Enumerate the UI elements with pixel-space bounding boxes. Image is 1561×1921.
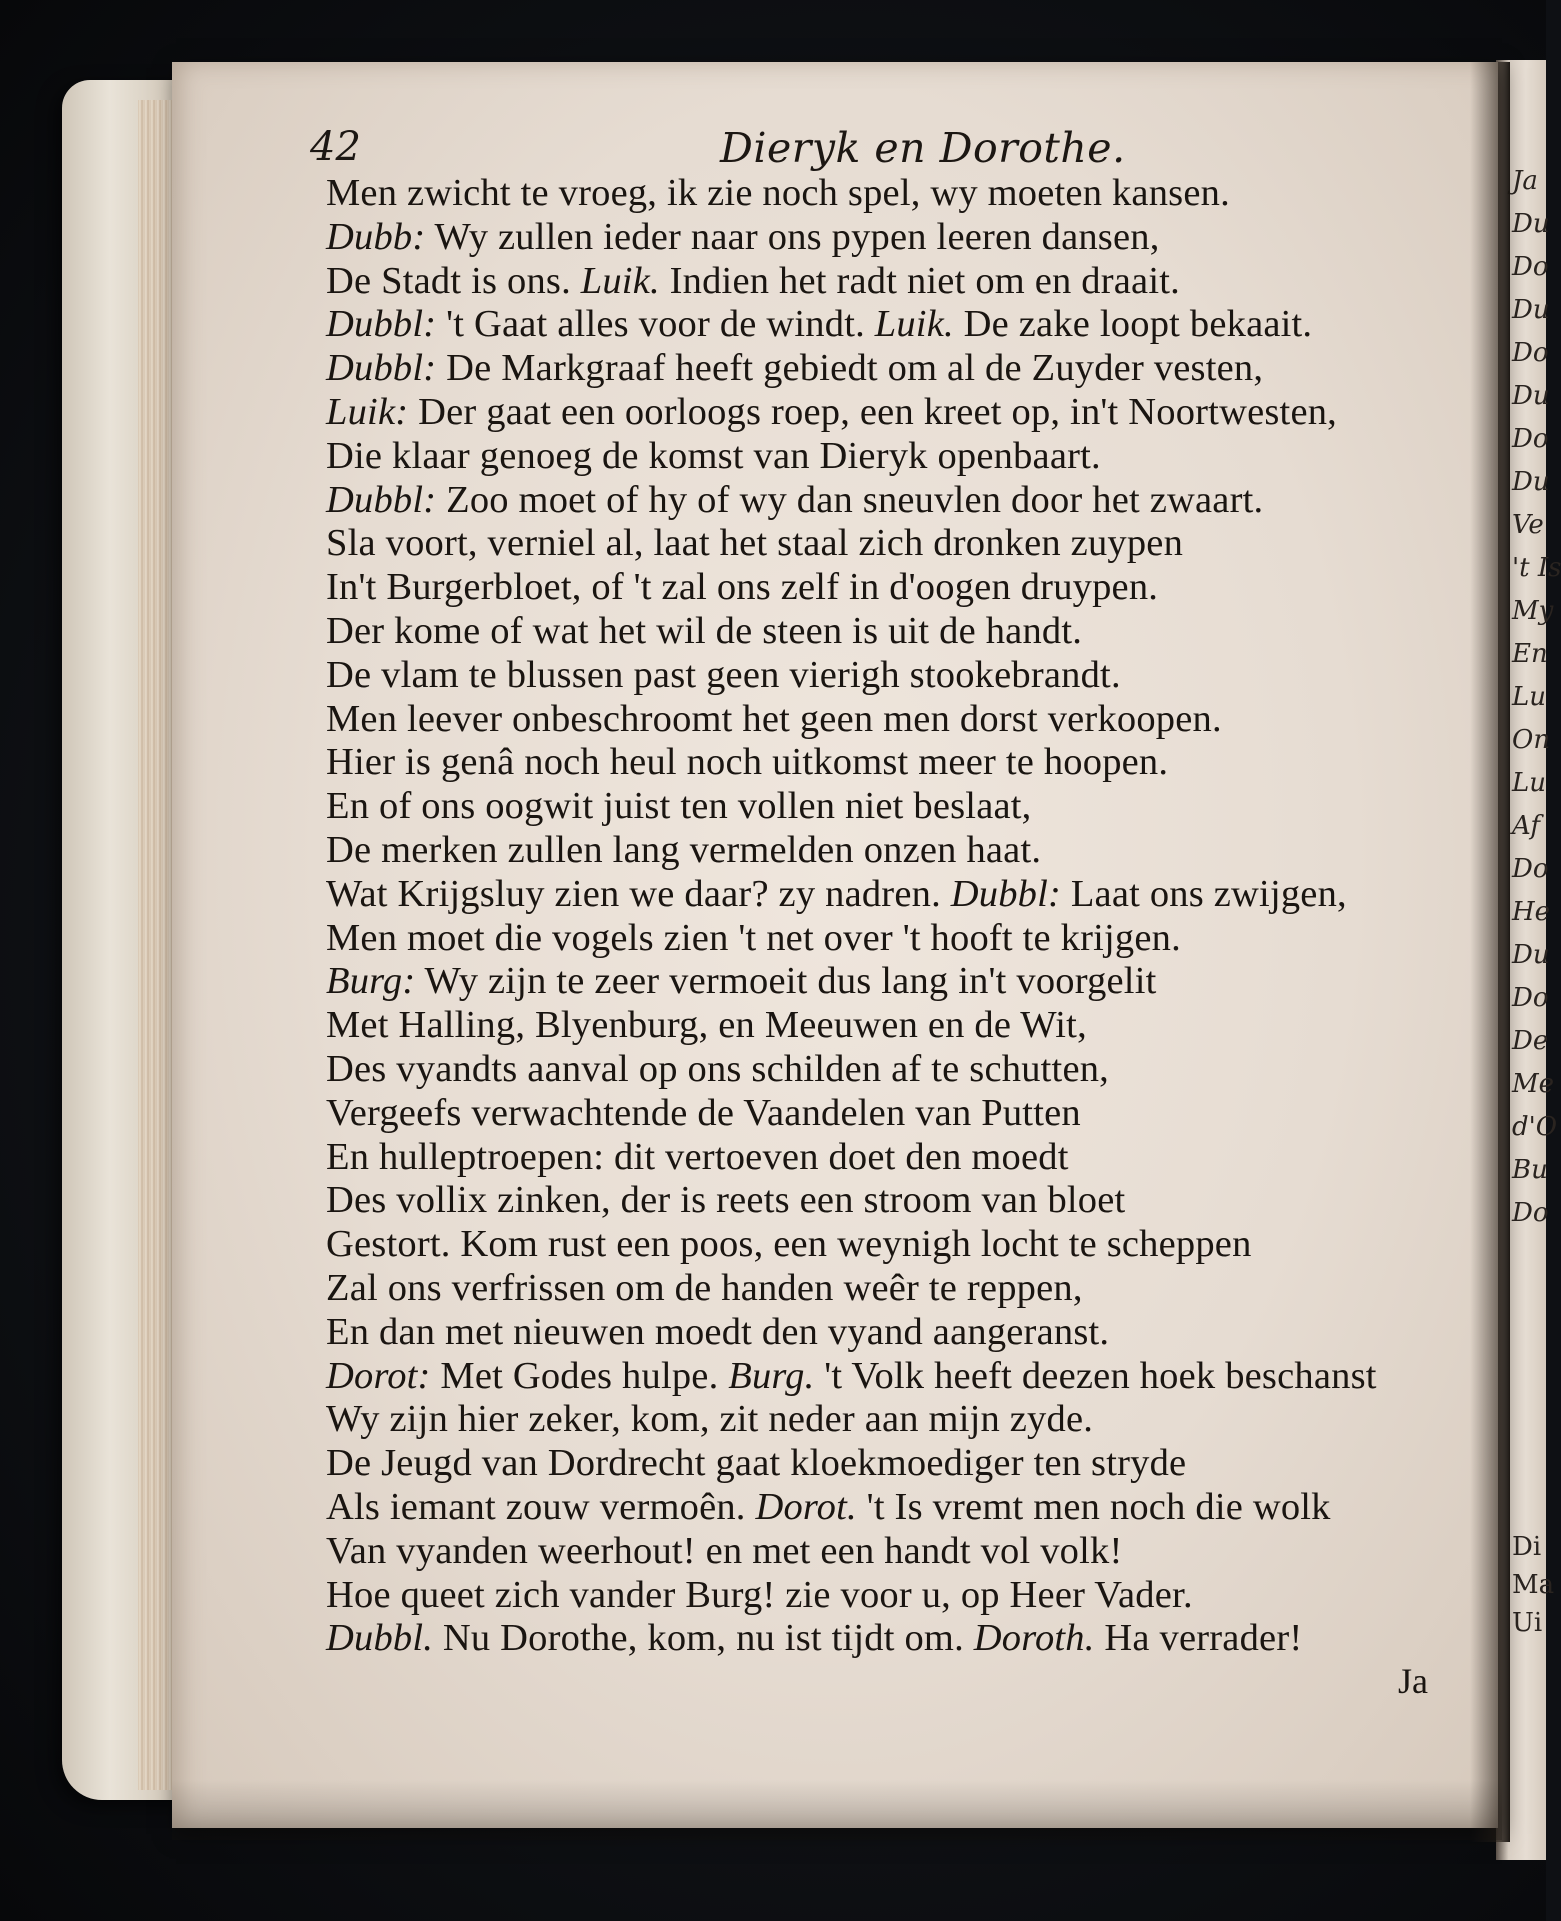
speaker-label: Dubb: [326, 215, 426, 258]
verse-line [326, 1136, 1456, 1180]
facing-line-fragment: Du [1512, 295, 1550, 325]
facing-line-fragment: Do [1512, 1198, 1549, 1228]
facing-line-fragment: 't Is [1512, 553, 1561, 583]
verse-text-segment: 't Volk heeft deezen hoek beschanst [814, 1354, 1377, 1397]
verse-line [326, 522, 1456, 566]
verse-text-segment: Men moet die vogels zien 't net over 't hooft te krijgen. [326, 916, 1181, 959]
facing-page-text [1512, 160, 1561, 1235]
verse-text-segment: Des vollix zinken, der is reets een stroom van bloet [326, 1179, 1126, 1222]
speaker-label: Dorot. [755, 1485, 857, 1528]
facing-line-fragment: De [1512, 1026, 1549, 1056]
verse-text-segment: Vergeefs verwachtende de Vaandelen van Putten [326, 1091, 1081, 1134]
verse-line [326, 1004, 1456, 1048]
verse-text-segment: De zake loopt bekaait. [953, 303, 1313, 346]
verse-line [326, 1398, 1456, 1442]
verse-text-segment: En hulleptroepen: dit vertoeven doet den moedt [326, 1135, 1069, 1178]
speaker-label: Dubbl: [326, 478, 437, 521]
verse-line [326, 391, 1456, 435]
verse-line [326, 566, 1456, 610]
verse-text-segment: Wy zijn hier zeker, kom, zit neder aan mijn zyde. [326, 1398, 1094, 1441]
facing-line-fragment: He [1512, 897, 1551, 927]
verse-text-segment: In't Burgerbloet, of 't zal ons zelf in d'oogen druypen. [326, 566, 1159, 609]
verse-text-segment: En of ons oogwit juist ten vollen niet beslaat, [326, 785, 1032, 828]
verse-text-segment: Der gaat een oorloogs roep, een kreet op, in't Noortwesten, [408, 390, 1338, 433]
verse-text-segment: 't Is vremt men noch die wolk [856, 1485, 1331, 1528]
gutter-shadow [1470, 62, 1510, 1842]
verse-line [326, 1530, 1456, 1574]
facing-line-fragment: Do [1512, 854, 1549, 884]
verse-text-segment: De vlam te blussen past geen vierigh stookebrandt. [326, 653, 1121, 696]
verse-text-segment: De Stadt is ons. [326, 259, 581, 302]
verse-line [326, 1223, 1456, 1267]
verse-line [326, 1355, 1456, 1399]
verse-text-segment: Ha verrader! [1094, 1617, 1303, 1660]
facing-line-fragment: Ma [1512, 1570, 1555, 1600]
verse-line [326, 917, 1456, 961]
verse-text-segment: Zal ons verfrissen om de handen weêr te reppen, [326, 1266, 1083, 1309]
speaker-label: Luik. [874, 303, 954, 346]
verse-line [326, 1486, 1456, 1530]
verse-line [326, 479, 1456, 523]
verse-text-segment: Gestort. Kom rust een poos, een weynigh locht te scheppen [326, 1223, 1252, 1266]
facing-line-fragment: Do [1512, 983, 1549, 1013]
facing-line-fragment: d'O [1512, 1112, 1558, 1142]
verse-text-segment: De merken zullen lang vermelden onzen haat. [326, 828, 1042, 871]
verse-text-segment: Nu Dorothe, kom, nu ist tijdt om. [433, 1617, 974, 1660]
running-head [310, 124, 1410, 174]
verse-line [326, 960, 1456, 1004]
facing-line-fragment: Ui [1512, 1608, 1543, 1638]
verse-text-segment: Der kome of wat het wil de steen is uit de handt. [326, 609, 1083, 652]
verse-line [326, 260, 1456, 304]
speaker-label: Dorot: [326, 1354, 431, 1397]
facing-line-fragment: Lu [1512, 768, 1547, 798]
verse-line [326, 1617, 1456, 1661]
verse-text-segment: De Jeugd van Dordrecht gaat kloekmoediger ten stryde [326, 1442, 1187, 1485]
verse-line [326, 1574, 1456, 1618]
verse-text-segment: Als iemant zouw vermoên. [326, 1485, 756, 1528]
speaker-label: Dubbl. [326, 1617, 434, 1660]
speaker-label: Burg: [326, 960, 416, 1003]
verse-text-segment: Wy zullen ieder naar ons pypen leeren dansen, [425, 215, 1160, 258]
speaker-label: Burg. [728, 1354, 815, 1397]
facing-line-fragment: Af [1512, 811, 1540, 841]
facing-line-fragment: Do [1512, 424, 1549, 454]
verse-text-segment: Wy zijn te zeer vermoeit dus lang in't voorgelit [415, 960, 1157, 1003]
facing-line-fragment: Me [1512, 1069, 1555, 1099]
verse-line [326, 1048, 1456, 1092]
verse-line [326, 347, 1456, 391]
verse-line [326, 216, 1456, 260]
verse-line [326, 698, 1456, 742]
verse-text-segment: De Markgraaf heeft gebiedt om al de Zuyder vesten, [436, 347, 1264, 390]
verse-text-segment: Men leever onbeschroomt het geen men dorst verkoopen. [326, 697, 1222, 740]
verse-line [326, 785, 1456, 829]
verse-text [326, 172, 1456, 1661]
facing-line-fragment: Do [1512, 252, 1549, 282]
verse-line [326, 654, 1456, 698]
verse-text-segment: Hier is genâ noch heul noch uitkomst meer te hoopen. [326, 741, 1169, 784]
speaker-label: Dubbl: [326, 347, 437, 390]
verse-text-segment: Sla voort, verniel al, laat het staal zich dronken zuypen [326, 522, 1184, 565]
verse-text-segment: Hoe queet zich vander Burg! zie voor u, op Heer Vader. [326, 1573, 1193, 1616]
facing-line-fragment: Bu [1512, 1155, 1548, 1185]
facing-line-fragment: En [1512, 639, 1548, 669]
verse-text-segment: En dan met nieuwen moedt den vyand aangeranst. [326, 1310, 1110, 1353]
catchword: Ja [1398, 1661, 1428, 1701]
verse-line [326, 303, 1456, 347]
facing-line-fragment: Ja [1512, 166, 1538, 196]
verse-text-segment: Van vyanden weerhout! en met een handt vol volk! [326, 1529, 1123, 1572]
verse-text-segment: Laat ons zwijgen, [1061, 872, 1347, 915]
verse-line [326, 435, 1456, 479]
verse-text-segment: Zoo moet of hy of wy dan sneuvlen door het zwaart. [436, 478, 1264, 521]
speaker-label: Doroth. [973, 1617, 1095, 1660]
verse-text-segment: Met Godes hulpe. [430, 1354, 729, 1397]
facing-line-fragment: On [1512, 725, 1551, 755]
verse-line [326, 1092, 1456, 1136]
page-number: 42 [310, 124, 361, 170]
facing-line-fragment: Di [1512, 1532, 1542, 1562]
page-bottom-shadow [172, 1780, 1502, 1840]
verse-text-segment: Indien het radt niet om en draait. [659, 259, 1180, 302]
verse-line [326, 873, 1456, 917]
facing-line-fragment: Du [1512, 940, 1550, 970]
facing-line-fragment: Du [1512, 209, 1550, 239]
verse-text-segment: Wat Krijgsluy zien we daar? zy nadren. [326, 872, 951, 915]
speaker-label: Luik: [326, 390, 409, 433]
verse-line [326, 1442, 1456, 1486]
facing-line-fragment: Lu [1512, 682, 1547, 712]
facing-line-fragment: My [1512, 596, 1554, 626]
verse-text-segment: Des vyandts aanval op ons schilden af te schutten, [326, 1047, 1110, 1090]
verse-text-segment: 't Gaat alles voor de windt. [436, 303, 875, 346]
facing-line-fragment: Do [1512, 338, 1549, 368]
verse-line [326, 1179, 1456, 1223]
speaker-label: Dubbl: [326, 303, 437, 346]
verse-line [326, 610, 1456, 654]
verse-line [326, 741, 1456, 785]
verse-line [326, 1311, 1456, 1355]
facing-page-lower-text [1512, 1528, 1555, 1642]
verse-line [326, 1267, 1456, 1311]
verse-line [326, 172, 1456, 216]
verse-text-segment: Die klaar genoeg de komst van Dieryk openbaart. [326, 434, 1101, 477]
verse-text-segment: Met Halling, Blyenburg, en Meeuwen en de Wit, [326, 1004, 1087, 1047]
facing-line-fragment: Ve [1512, 510, 1544, 540]
speaker-label: Luik. [580, 259, 660, 302]
verse-line [326, 829, 1456, 873]
running-title: Dieryk en Dorothe. [720, 124, 1126, 172]
facing-line-fragment: Du [1512, 467, 1550, 497]
facing-line-fragment: Du [1512, 381, 1550, 411]
verse-text-segment: Men zwicht te vroeg, ik zie noch spel, wy moeten kansen. [326, 172, 1230, 214]
speaker-label: Dubbl: [950, 872, 1062, 915]
